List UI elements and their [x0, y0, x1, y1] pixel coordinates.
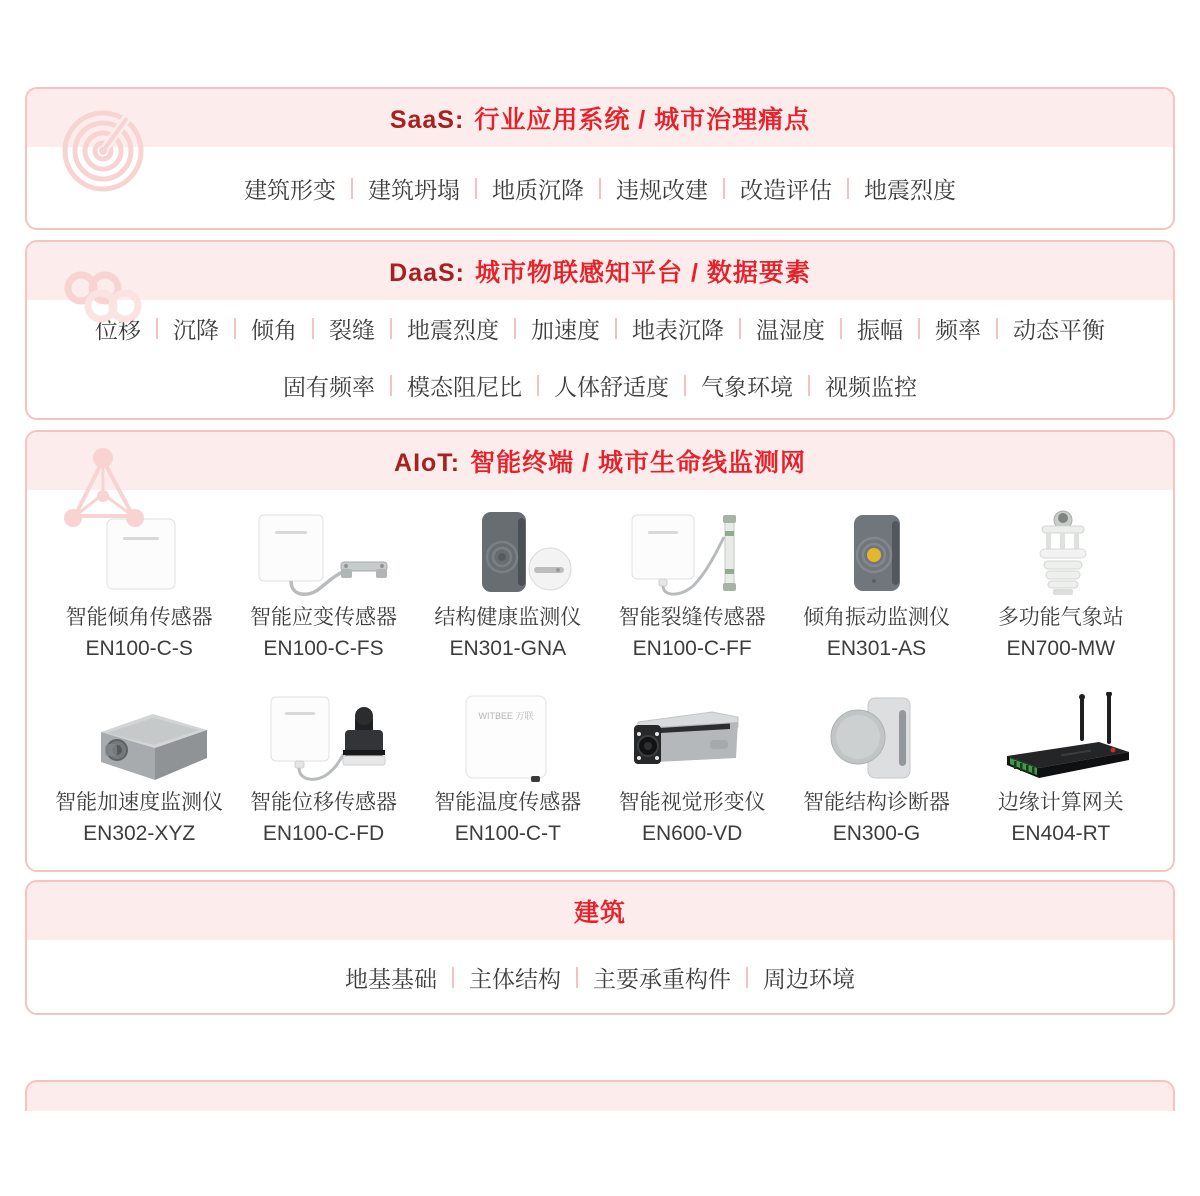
list-item: 气象环境 — [701, 374, 793, 400]
infinity-loops-icon — [57, 254, 149, 346]
edge-gateway-image — [969, 692, 1153, 787]
product-model: EN100-C-FF — [632, 637, 752, 660]
list-item: 沉降 — [173, 317, 219, 343]
item-separator — [234, 318, 236, 339]
product-card — [231, 507, 415, 664]
aiot-title-rest: 智能终端 / 城市生命线监测网 — [470, 449, 806, 477]
product-name: 边缘计算网关 — [997, 791, 1124, 814]
product-card — [600, 692, 784, 849]
building-header-band — [27, 882, 1173, 940]
product-name: 多功能气象站 — [997, 606, 1124, 629]
list-item: 温湿度 — [756, 317, 825, 343]
daas-title-rest: 城市物联感知平台 / 数据要素 — [475, 259, 811, 287]
item-separator — [615, 318, 617, 339]
list-item: 固有频率 — [283, 374, 375, 400]
item-separator — [576, 967, 578, 988]
saas-title-rest: 行业应用系统 / 城市治理痛点 — [474, 106, 811, 134]
list-item: 建筑坍塌 — [368, 177, 460, 203]
product-model: EN404-RT — [1011, 822, 1111, 845]
structure-diagnoser-image — [784, 692, 968, 787]
product-model: EN302-XYZ — [83, 822, 196, 845]
list-item: 加速度 — [531, 317, 600, 343]
product-model: EN700-MW — [1006, 637, 1116, 660]
item-separator — [390, 318, 392, 339]
item-separator — [847, 178, 849, 199]
product-model: EN301-AS — [826, 637, 927, 660]
item-separator — [156, 318, 158, 339]
strain-sensor-image — [231, 507, 415, 602]
item-separator — [808, 375, 810, 396]
list-item: 振幅 — [857, 317, 903, 343]
building-title — [574, 893, 626, 929]
product-name: 智能温度传感器 — [434, 791, 582, 814]
temperature-sensor-image — [416, 692, 600, 787]
list-item: 主要承重构件 — [593, 966, 731, 992]
list-item: 位移 — [95, 317, 141, 343]
item-separator — [390, 375, 392, 396]
crack-sensor-image — [600, 507, 784, 602]
item-separator — [452, 967, 454, 988]
list-item: 建筑形变 — [244, 177, 336, 203]
product-model: EN301-GNA — [449, 637, 567, 660]
building-items — [27, 940, 1173, 1015]
weather-station-image — [969, 507, 1153, 602]
item-separator — [918, 318, 920, 339]
item-separator — [537, 375, 539, 396]
radar-dial-icon — [57, 101, 149, 193]
list-item: 频率 — [935, 317, 981, 343]
section-aiot — [25, 430, 1175, 872]
aiot-title-prefix: AIoT: — [394, 449, 461, 477]
item-separator — [684, 375, 686, 396]
product-card — [600, 507, 784, 664]
item-separator — [351, 178, 353, 199]
list-item: 改造评估 — [740, 177, 832, 203]
product-model: EN100-C-FD — [262, 822, 385, 845]
list-item: 地基基础 — [345, 966, 437, 992]
list-item: 视频监控 — [825, 374, 917, 400]
product-card — [47, 692, 231, 849]
list-item: 地质沉降 — [492, 177, 584, 203]
section-daas — [25, 240, 1175, 420]
saas-items — [27, 147, 1173, 230]
product-model: EN300-G — [832, 822, 921, 845]
next-section-partial-band — [25, 1080, 1175, 1111]
product-card — [784, 692, 968, 849]
list-item: 地震烈度 — [407, 317, 499, 343]
product-name: 智能结构诊断器 — [802, 791, 950, 814]
brand-logo-text: WITBEE 万联 — [478, 711, 534, 721]
vision-deformation-camera-image — [600, 692, 784, 787]
accelerometer-image — [47, 692, 231, 787]
aiot-product-grid — [27, 490, 1173, 849]
list-item: 地表沉降 — [632, 317, 724, 343]
item-separator — [739, 318, 741, 339]
product-card — [231, 692, 415, 849]
item-separator — [312, 318, 314, 339]
item-separator — [996, 318, 998, 339]
item-separator — [723, 178, 725, 199]
section-building — [25, 880, 1175, 1015]
daas-title — [389, 253, 811, 289]
daas-items-row-1 — [27, 300, 1173, 357]
saas-title — [390, 100, 810, 136]
daas-items-row-2 — [27, 357, 1173, 414]
product-card — [784, 507, 968, 664]
aiot-title — [394, 443, 806, 479]
list-item: 地震烈度 — [864, 177, 956, 203]
product-model: EN100-C-T — [454, 822, 561, 845]
product-card — [969, 692, 1153, 849]
saas-header-band — [27, 89, 1173, 147]
product-name: 智能位移传感器 — [249, 791, 397, 814]
list-item: 人体舒适度 — [554, 374, 669, 400]
daas-header-band — [27, 242, 1173, 300]
item-separator — [475, 178, 477, 199]
list-item: 动态平衡 — [1013, 317, 1105, 343]
aiot-header-band — [27, 432, 1173, 490]
product-name: 智能裂缝传感器 — [618, 606, 766, 629]
product-name: 智能倾角传感器 — [65, 606, 213, 629]
structure-health-monitor-image — [416, 507, 600, 602]
triangle-network-icon — [57, 444, 149, 536]
list-item: 周边环境 — [763, 966, 855, 992]
product-name: 倾角振动监测仪 — [802, 606, 950, 629]
item-separator — [514, 318, 516, 339]
product-model: EN100-C-S — [85, 637, 193, 660]
product-card — [416, 507, 600, 664]
list-item: 模态阻尼比 — [407, 374, 522, 400]
product-model: EN100-C-FS — [263, 637, 384, 660]
list-item: 裂缝 — [329, 317, 375, 343]
product-name: 结构健康监测仪 — [434, 606, 582, 629]
item-separator — [599, 178, 601, 199]
tilt-vibration-monitor-image — [784, 507, 968, 602]
displacement-sensor-image — [231, 692, 415, 787]
product-card — [969, 507, 1153, 664]
list-item: 倾角 — [251, 317, 297, 343]
daas-title-prefix: DaaS: — [389, 259, 466, 287]
building-title-text: 建筑 — [573, 899, 626, 927]
product-model: EN600-VD — [641, 822, 743, 845]
product-name: 智能视觉形变仪 — [618, 791, 766, 814]
item-separator — [746, 967, 748, 988]
item-separator — [840, 318, 842, 339]
saas-title-prefix: SaaS: — [389, 106, 465, 134]
product-name: 智能加速度监测仪 — [55, 791, 224, 814]
product-name: 智能应变传感器 — [249, 606, 397, 629]
list-item: 主体结构 — [469, 966, 561, 992]
list-item: 违规改建 — [616, 177, 708, 203]
section-saas — [25, 87, 1175, 230]
product-card — [416, 692, 600, 849]
